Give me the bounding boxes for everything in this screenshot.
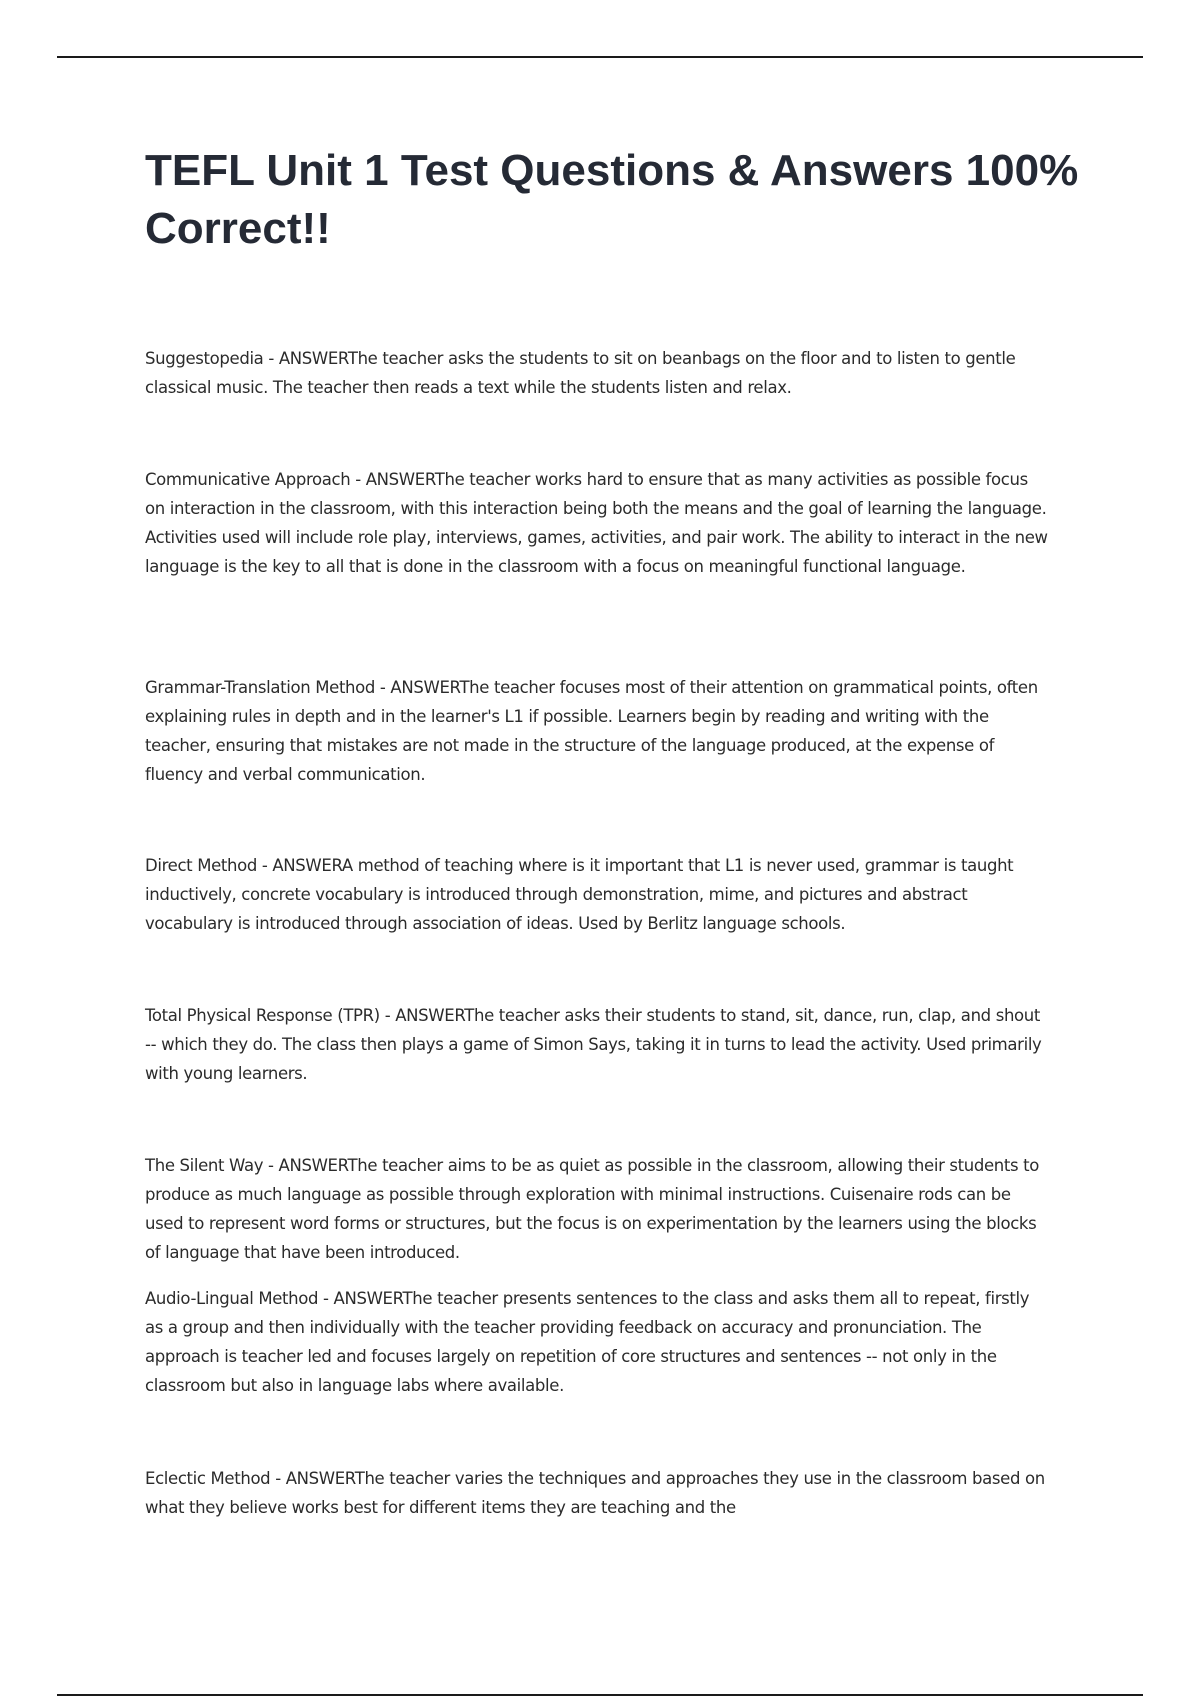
page-title: TEFL Unit 1 Test Questions & Answers 100% Correct!! [145, 146, 1079, 253]
qa-item-suggestopedia: Suggestopedia - ANSWERThe teacher asks the students to sit on beanbags on the floor and to listen to gentle classical music. The teacher then reads a text while the students listen and relax. [145, 349, 1016, 397]
qa-item-communicative-approach: Communicative Approach - ANSWERThe teacher works hard to ensure that as many activities as possible focus on interaction in the classroom, with this interaction being both the means and the goal of learning the language. Activities used will include role play, interviews, games, activities, and pair work. The ability to interact in the new language is the key to all that is done in the classroom with a focus on meaningful functional language. [145, 470, 1048, 576]
bottom-rule [57, 1694, 1143, 1696]
qa-item-silent-way: The Silent Way - ANSWERThe teacher aims to be as quiet as possible in the classroom, allowing their students to produce as much language as possible through exploration with minimal instructions. Cuisenaire rods can be used to represent word forms or structures, but the focus is on experimentation by the learners using the blocks of language that have been introduced. [145, 1156, 1040, 1262]
qa-item-grammar-translation: Grammar-Translation Method - ANSWERThe teacher focuses most of their attention on grammatical points, often explaining rules in depth and in the learner's L1 if possible. Learners begin by reading and writing with the teacher, ensuring that mistakes are not made in the structure of the language produced, at the expense of fluency and verbal communication. [145, 678, 1038, 784]
qa-item-total-physical-response: Total Physical Response (TPR) - ANSWERThe teacher asks their students to stand, sit, dance, run, clap, and shout -- which they do. The class then plays a game of Simon Says, taking it in turns to lead the activity. Used primarily with young learners. [145, 1006, 1042, 1083]
top-rule [57, 56, 1143, 58]
qa-item-eclectic-method: Eclectic Method - ANSWERThe teacher varies the techniques and approaches they use in the classroom based on what they believe works best for different items they are teaching and the [145, 1469, 1045, 1517]
qa-item-audio-lingual: Audio-Lingual Method - ANSWERThe teacher presents sentences to the class and asks them all to repeat, firstly as a group and then individually with the teacher providing feedback on accuracy and pronunciation. The approach is teacher led and focuses largely on repetition of core structures and sentences -- not only in the classroom but also in language labs where available. [145, 1289, 1030, 1395]
qa-item-direct-method: Direct Method - ANSWERA method of teaching where is it important that L1 is never used, grammar is taught inductively, concrete vocabulary is introduced through demonstration, mime, and pictures and abstract vocabulary is introduced through association of ideas. Used by Berlitz language schools. [145, 856, 1014, 933]
